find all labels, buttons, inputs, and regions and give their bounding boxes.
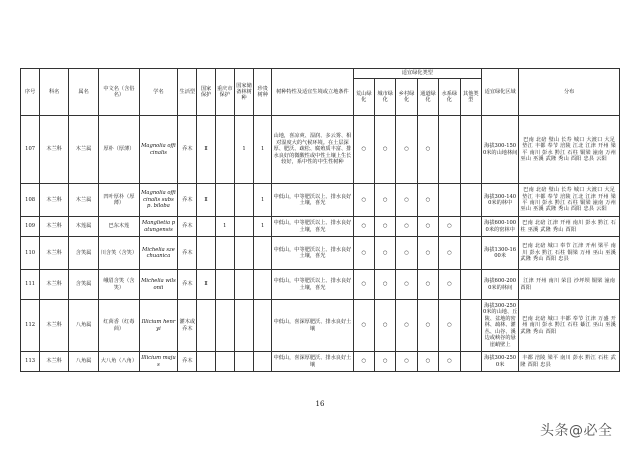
table-row [21, 300, 620, 352]
distribution-cell: 巴南 北碚 城口 奉节 江津 开州 梁平 南川 彭水 黔江 石柱 铜梁 万州 巫山 巫溪 武隆 秀山 酉阳 忠县 [519, 237, 620, 270]
rare-species-cell [254, 352, 272, 372]
rare-species-cell [254, 300, 272, 352]
national-protection-cell [197, 217, 215, 237]
chongqing-protection-cell [215, 300, 234, 352]
header-no: 序号 [21, 69, 40, 116]
header-habit: 树种特性及适宜生境或立地条件 [272, 69, 353, 116]
green-type-mark: ○ [353, 352, 374, 372]
page-number: 16 [315, 400, 325, 408]
row-no: 111 [21, 270, 40, 300]
header-genus: 属名 [69, 69, 99, 116]
green-type-mark: ○ [353, 300, 374, 352]
green-type-mark: ○ [374, 217, 395, 237]
green-type-mark [460, 300, 481, 352]
table-row [21, 270, 620, 300]
row-no: 108 [21, 184, 40, 217]
green-type-mark: ○ [374, 116, 395, 184]
table-row [21, 184, 620, 217]
green-type-mark: ○ [439, 352, 460, 372]
genus-cell: 木兰属 [69, 184, 99, 217]
family-cell: 木兰科 [40, 116, 69, 184]
cn-name-cell: 红茴香（红毒茴） [99, 300, 140, 352]
life-form-cell: 乔木 [178, 270, 197, 300]
habit-cell: 中低山，中等肥沃以上、排水良好土壤，喜光 [272, 184, 353, 217]
reserve-species-cell [234, 270, 253, 300]
green-type-mark: ○ [417, 352, 438, 372]
header-distribution: 分布 [519, 69, 620, 116]
header-sci-name: 学名 [139, 69, 178, 116]
habit-cell: 中低山，中等肥沃以上、排水良好土壤，喜光 [272, 270, 353, 300]
chongqing-protection-cell: 1 [215, 217, 234, 237]
reserve-species-cell [234, 300, 253, 352]
life-form-cell: 乔木 [178, 116, 197, 184]
header-green-type-4: 通道绿化 [417, 79, 438, 116]
cn-name-cell: 巴东木莲 [99, 217, 140, 237]
life-form-cell: 灌木或乔木 [178, 300, 197, 352]
header-family: 科名 [40, 69, 69, 116]
habit-cell: 中低山，中等肥沃以上、排水良好土壤，喜光 [272, 237, 353, 270]
green-type-mark: ○ [396, 300, 417, 352]
table-row [21, 116, 620, 184]
header-chongqing: 重庆市保护 [215, 69, 234, 116]
sci-name-cell: Michelia szechuanica [139, 237, 178, 270]
sci-name-cell: Illicium henryi [139, 300, 178, 352]
green-type-mark: ○ [353, 217, 374, 237]
green-type-mark: ○ [374, 270, 395, 300]
sci-name-cell: Magnolia officinalis [139, 116, 178, 184]
family-cell: 木兰科 [40, 237, 69, 270]
sci-name-cell: Illicium majus [139, 352, 178, 372]
reserve-species-cell: 1 [234, 116, 253, 184]
life-form-cell: 乔木 [178, 184, 197, 217]
distribution-cell: 巴南 北碚 江津 开州 南川 彭水 黔江 石柱 巫溪 武隆 秀山 酉阳 [519, 217, 620, 237]
green-type-mark: ○ [396, 352, 417, 372]
life-form-cell: 乔木 [178, 352, 197, 372]
region-cell: 海拔600-2000米的林间 [481, 270, 518, 300]
cn-name-cell: 凹叶厚朴（厚薄） [99, 184, 140, 217]
green-type-mark: ○ [374, 237, 395, 270]
national-protection-cell [197, 300, 215, 352]
green-type-mark: ○ [396, 184, 417, 217]
table-body [21, 116, 620, 372]
green-type-mark: ○ [396, 237, 417, 270]
chongqing-protection-cell [215, 237, 234, 270]
green-type-mark: ○ [439, 237, 460, 270]
sci-name-cell: Manglietia patungensis [139, 217, 178, 237]
habit-cell: 中低山，中等肥沃以上、排水良好土壤，喜光 [272, 217, 353, 237]
green-type-mark: ○ [396, 270, 417, 300]
row-no: 112 [21, 300, 40, 352]
habit-cell: 山地，喜凉爽、湿润、多云雾、相对湿度大的气候环境。在土层深厚、肥沃、疏松、腐殖质丰富、排水良好的微酸性或中性土壤上生长较好，系中性的中生性树种 [272, 116, 353, 184]
header-green-type-6: 其他类型 [460, 79, 481, 116]
family-cell: 木兰科 [40, 352, 69, 372]
distribution-cell: 丰都 涪陵 梁平 南川 彭水 黔江 石柱 武隆 酉阳 忠县 [519, 352, 620, 372]
green-type-mark: ○ [417, 300, 438, 352]
genus-cell: 八角属 [69, 352, 99, 372]
green-type-mark: ○ [417, 184, 438, 217]
national-protection-cell: Ⅱ [197, 184, 215, 217]
green-type-mark [439, 184, 460, 217]
national-protection-cell: Ⅱ [197, 116, 215, 184]
green-type-mark [460, 237, 481, 270]
header-region: 适宜绿化区域 [481, 69, 518, 116]
family-cell: 木兰科 [40, 300, 69, 352]
region-cell: 海拔600-1000米的密林中 [481, 217, 518, 237]
green-type-mark: ○ [353, 237, 374, 270]
national-protection-cell [197, 352, 215, 372]
header-life-form: 生活型 [178, 69, 197, 116]
sci-name-cell: Magnolia officinalis subsp. biloba [139, 184, 178, 217]
green-type-mark [460, 116, 481, 184]
national-protection-cell: Ⅱ [197, 270, 215, 300]
green-type-mark: ○ [374, 184, 395, 217]
family-cell: 木兰科 [40, 270, 69, 300]
rare-species-cell: 1 [254, 184, 272, 217]
header-green-type-1: 荒山绿化 [353, 79, 374, 116]
green-type-mark: ○ [353, 270, 374, 300]
genus-cell: 含笑属 [69, 270, 99, 300]
national-protection-cell [197, 237, 215, 270]
green-type-mark: ○ [353, 116, 374, 184]
reserve-species-cell [234, 217, 253, 237]
rare-species-cell [254, 270, 272, 300]
green-type-mark [460, 217, 481, 237]
green-type-mark [460, 352, 481, 372]
table-row [21, 217, 620, 237]
region-cell: 海拔300-2500米的山地、丘陵、盆地的密林、疏林、灌丛、山谷、溪边或峡谷的悬崖峭壁上 [481, 300, 518, 352]
green-type-mark: ○ [417, 270, 438, 300]
green-type-mark: ○ [417, 116, 438, 184]
green-type-mark [460, 270, 481, 300]
family-cell: 木兰科 [40, 184, 69, 217]
distribution-cell: 巴南 北碚 璧山 长寿 城口 大渡口 大足 垫江 丰都 奉节 涪陵 江北 江津 开州 梁平 南川 彭水 黔江 石柱 铜梁 潼南 万州 巫山 巫溪 武隆 秀山 酉阳 忠县 云阳 [519, 184, 620, 217]
watermark: 头条@必全 [540, 423, 613, 439]
green-type-mark: ○ [417, 237, 438, 270]
rare-species-cell [254, 237, 272, 270]
green-type-mark: ○ [396, 116, 417, 184]
table-row [21, 237, 620, 270]
region-cell: 海拔300-1500米的山地林间 [481, 116, 518, 184]
region-cell: 海拔300-1400米的林中 [481, 184, 518, 217]
chongqing-protection-cell [215, 184, 234, 217]
rare-species-cell: 1 [254, 217, 272, 237]
tree-species-table [20, 68, 620, 372]
table-row [21, 352, 620, 372]
green-type-mark: ○ [439, 270, 460, 300]
header-cn-name: 中文名（含俗名） [99, 69, 140, 116]
distribution-cell: 巴南 北碚 城口 丰都 奉节 江津 万盛 开州 南川 彭水 黔江 石柱 綦江 巫山 巫溪 武隆 秀山 酉阳 [519, 300, 620, 352]
header-rare: 珍贵树种 [254, 69, 272, 116]
cn-name-cell: 峨眉含笑（含笑） [99, 270, 140, 300]
genus-cell: 八角属 [69, 300, 99, 352]
chongqing-protection-cell [215, 352, 234, 372]
row-no: 113 [21, 352, 40, 372]
distribution-cell: 江津 开州 南川 荣昌 沙坪坝 铜梁 潼南 酉阳 [519, 270, 620, 300]
green-type-mark [439, 116, 460, 184]
header-green-type-2: 城市绿化 [374, 79, 395, 116]
reserve-species-cell [234, 237, 253, 270]
row-no: 110 [21, 237, 40, 270]
cn-name-cell: 大八角（八角） [99, 352, 140, 372]
chongqing-protection-cell [215, 116, 234, 184]
sci-name-cell: Michelia wilsonii [139, 270, 178, 300]
distribution-cell: 巴南 北碚 璧山 长寿 城口 大渡口 大足 垫江 丰都 奉节 涪陵 江北 江津 开州 梁平 南川 彭水 黔江 石柱 铜梁 潼南 万州 巫山 巫溪 武隆 秀山 酉阳 忠县 云阳 [519, 116, 620, 184]
row-no: 109 [21, 217, 40, 237]
header-green-type-3: 乡村绿化 [396, 79, 417, 116]
green-type-mark: ○ [374, 300, 395, 352]
life-form-cell: 乔木 [178, 237, 197, 270]
region-cell: 海拔300-2500米 [481, 352, 518, 372]
green-type-mark: ○ [396, 217, 417, 237]
chongqing-protection-cell [215, 270, 234, 300]
header-green-type: 适宜绿化类型 [353, 69, 481, 79]
genus-cell: 木莲属 [69, 217, 99, 237]
habit-cell: 中低山，喜深厚肥沃、排水良好土壤 [272, 352, 353, 372]
green-type-mark: ○ [417, 217, 438, 237]
green-type-mark: ○ [439, 217, 460, 237]
green-type-mark [460, 184, 481, 217]
life-form-cell: 乔木 [178, 217, 197, 237]
green-type-mark: ○ [374, 352, 395, 372]
green-type-mark: ○ [439, 300, 460, 352]
cn-name-cell: 川含笑（含笑） [99, 237, 140, 270]
rare-species-cell: 1 [254, 116, 272, 184]
family-cell: 木兰科 [40, 217, 69, 237]
genus-cell: 木兰属 [69, 116, 99, 184]
habit-cell: 中低山，喜深厚肥沃、排水良好土壤 [272, 300, 353, 352]
green-type-mark: ○ [353, 184, 374, 217]
genus-cell: 含笑属 [69, 237, 99, 270]
header-green-type-5: 水系绿化 [439, 79, 460, 116]
header-national: 国家保护 [197, 69, 215, 116]
reserve-species-cell [234, 184, 253, 217]
region-cell: 海拔1300-1600米 [481, 237, 518, 270]
row-no: 107 [21, 116, 40, 184]
cn-name-cell: 厚朴（厚薄） [99, 116, 140, 184]
reserve-species-cell [234, 352, 253, 372]
header-reserve: 国家储备林树种 [234, 69, 253, 116]
